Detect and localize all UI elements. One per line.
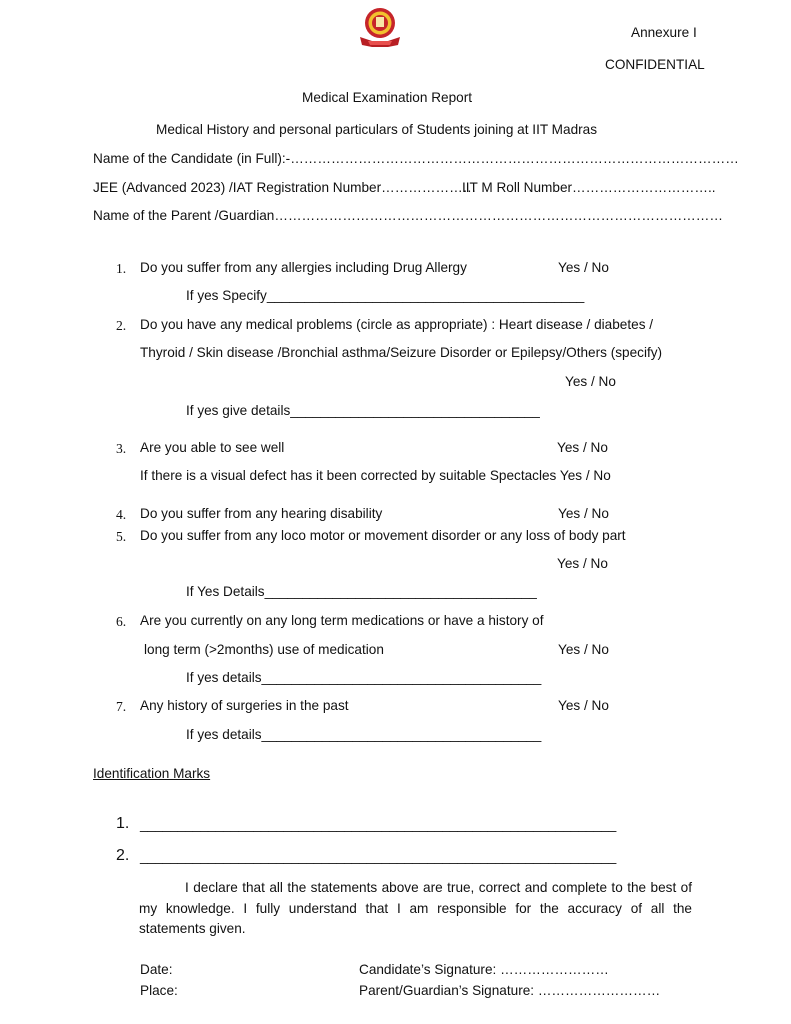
candidate-name-field: Name of the Candidate (in Full):-……………………………………………………………………………………… bbox=[93, 151, 739, 166]
roll-number-field: IIT M Roll Number………………………….. bbox=[462, 180, 716, 195]
confidential-label: CONFIDENTIAL bbox=[605, 57, 705, 72]
registration-number-field: JEE (Advanced 2023) /IAT Registration Number………………… bbox=[93, 180, 477, 195]
yes-no-option: Yes / No bbox=[558, 506, 609, 521]
question-text: Do you suffer from any hearing disability bbox=[140, 506, 383, 521]
question-number: 7. bbox=[116, 699, 127, 714]
declaration-paragraph bbox=[139, 878, 692, 940]
question-text: long term (>2months) use of medication bbox=[144, 642, 384, 657]
page-subtitle: Medical History and personal particulars of Students joining at IIT Madras bbox=[156, 122, 598, 137]
question-text: If there is a visual defect has it been corrected by suitable Spectacles Yes / No bbox=[140, 468, 611, 483]
mark-number: 2. bbox=[116, 847, 130, 864]
details-line: If yes details_____________________________________ bbox=[186, 670, 542, 685]
yes-no-option: Yes / No bbox=[558, 642, 609, 657]
question-number: 6. bbox=[116, 614, 127, 629]
question-text: Do you suffer from any allergies including Drug Allergy bbox=[140, 260, 467, 275]
question-text: Do you suffer from any loco motor or movement disorder or any loss of body part bbox=[140, 528, 626, 543]
question-text: Do you have any medical problems (circle as appropriate) : Heart disease / diabetes / bbox=[140, 317, 654, 332]
yes-no-option: Yes / No bbox=[558, 260, 609, 275]
question-text: Any history of surgeries in the past bbox=[140, 698, 349, 713]
question-number: 3. bbox=[116, 441, 127, 456]
yes-no-option: Yes / No bbox=[557, 556, 608, 571]
details-line: If yes details_____________________________________ bbox=[186, 727, 542, 742]
question-number: 5. bbox=[116, 529, 127, 544]
declaration-text: I declare that all the statements above are true, correct and complete to the best of my knowledge. I fully understand that I am responsible for the accuracy of all the statements given. bbox=[139, 880, 692, 936]
question-number: 1. bbox=[116, 261, 127, 276]
yes-no-option: Yes / No bbox=[557, 440, 608, 455]
yes-no-option: Yes / No bbox=[565, 374, 616, 389]
mark-number: 1. bbox=[116, 815, 130, 832]
candidate-signature-field: Candidate’s Signature: …………………… bbox=[359, 962, 609, 977]
annexure-label: Annexure I bbox=[631, 25, 697, 40]
question-text: Are you currently on any long term medications or have a history of bbox=[140, 613, 544, 628]
details-line: If yes Specify__________________________________________ bbox=[186, 288, 585, 303]
page-title: Medical Examination Report bbox=[302, 90, 473, 105]
mark-blank-line: _______________________________________________________________ bbox=[140, 817, 617, 832]
parent-signature-field: Parent/Guardian’s Signature: ……………………… bbox=[359, 983, 661, 998]
parent-name-field: Name of the Parent /Guardian……………………………………………………………………………………… bbox=[93, 208, 723, 223]
iit-madras-logo bbox=[356, 5, 404, 57]
date-label: Date: bbox=[140, 962, 173, 977]
identification-heading: Identification Marks bbox=[93, 766, 211, 781]
place-label: Place: bbox=[140, 983, 178, 998]
question-text: Thyroid / Skin disease /Bronchial asthma/Seizure Disorder or Epilepsy/Others (specify) bbox=[140, 345, 663, 360]
details-line: If yes give details_________________________________ bbox=[186, 403, 540, 418]
yes-no-option: Yes / No bbox=[558, 698, 609, 713]
details-line: If Yes Details____________________________________ bbox=[186, 584, 537, 599]
question-number: 4. bbox=[116, 507, 127, 522]
question-text: Are you able to see well bbox=[140, 440, 285, 455]
mark-blank-line: _______________________________________________________________ bbox=[140, 849, 617, 864]
question-number: 2. bbox=[116, 318, 127, 333]
